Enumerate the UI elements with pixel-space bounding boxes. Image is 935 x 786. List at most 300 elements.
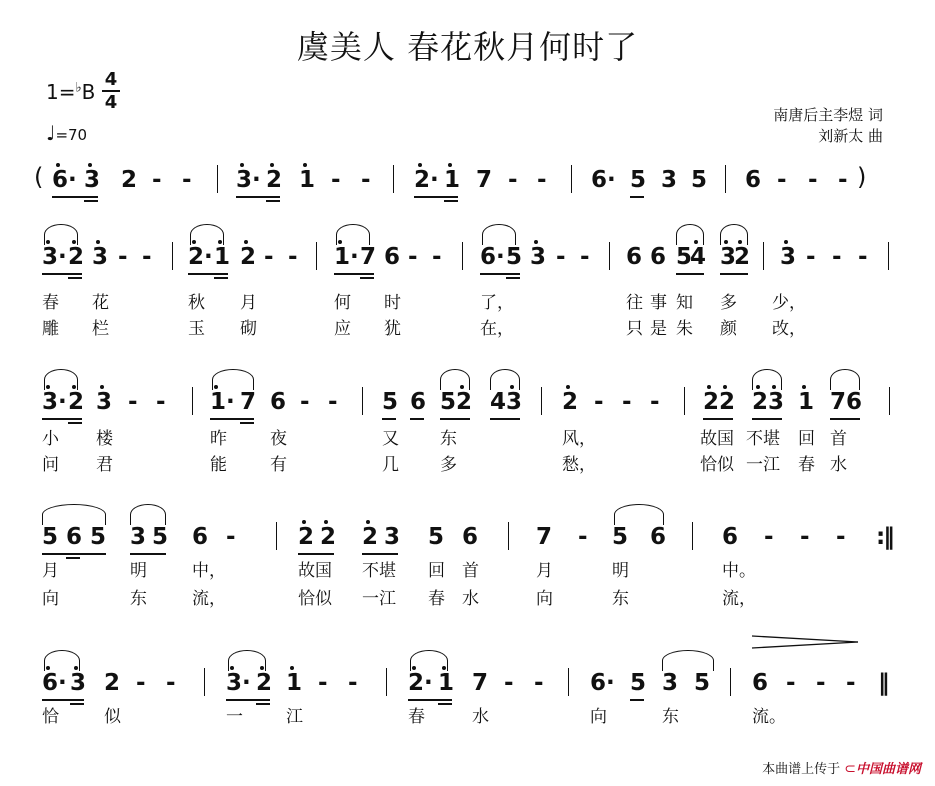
beam: [676, 273, 704, 275]
note: 2: [562, 389, 579, 415]
lyric: 不堪: [362, 561, 396, 581]
beam: [630, 196, 644, 198]
high-dot: [96, 240, 100, 244]
lyric: 春: [428, 589, 445, 609]
lyric: 流。: [752, 707, 786, 727]
beam: [266, 200, 280, 202]
high-dot: [100, 385, 104, 389]
slur: [130, 504, 166, 525]
beam: [438, 703, 452, 705]
slur: [212, 369, 254, 390]
high-dot: [270, 163, 274, 167]
beam: [130, 553, 166, 555]
note: 2: [719, 389, 736, 415]
staff-row-2: [0, 377, 935, 437]
barline: [172, 242, 173, 270]
note: 3: [92, 244, 109, 270]
note: -: [808, 167, 818, 193]
lyric: 中。: [722, 561, 756, 581]
note: -: [838, 167, 848, 193]
beam: [382, 418, 396, 420]
note: 6: [722, 524, 739, 550]
lyric: 恰似: [700, 455, 734, 475]
note: 5: [630, 670, 647, 696]
high-dot: [534, 240, 538, 244]
lyric: 春: [42, 293, 59, 313]
note: 2: [121, 167, 138, 193]
final-barline: ‖: [878, 670, 890, 696]
note: -: [800, 524, 810, 550]
lyric: 故国: [700, 429, 734, 449]
note: 1·: [334, 244, 359, 270]
lyric: 回: [428, 561, 445, 581]
high-dot: [723, 385, 727, 389]
high-dot: [772, 385, 776, 389]
note: -: [264, 244, 274, 270]
staff-row-intro: [0, 155, 935, 215]
slur: [614, 504, 664, 525]
time-signature: [102, 70, 120, 112]
note: 3: [720, 244, 737, 270]
note: 3: [780, 244, 797, 270]
note: 2: [734, 244, 751, 270]
barline: [508, 522, 509, 550]
beam: [214, 277, 228, 279]
note: 6: [66, 524, 83, 550]
beam: [210, 418, 254, 420]
beam: [630, 699, 644, 701]
lyric: 颜: [720, 319, 737, 339]
lyric: 向: [42, 589, 59, 609]
note: 5: [428, 524, 445, 550]
note: 2: [298, 524, 315, 550]
lyric: 多: [720, 293, 737, 313]
beam: [440, 418, 470, 420]
high-dot: [46, 385, 50, 389]
note: -: [578, 524, 588, 550]
key-signature: [46, 80, 95, 104]
barline: [204, 668, 205, 696]
lyric: 东: [130, 589, 147, 609]
decrescendo-hairpin: [750, 634, 862, 650]
beam: [70, 703, 84, 705]
high-dot: [74, 666, 78, 670]
lyric: 水: [830, 455, 847, 475]
note: 6·: [590, 670, 615, 696]
lyric: 向: [536, 589, 553, 609]
note: 6: [650, 244, 667, 270]
high-dot: [756, 385, 760, 389]
note: 6: [752, 670, 769, 696]
note: -: [152, 167, 162, 193]
barline: [462, 242, 463, 270]
lyric: 水: [462, 589, 479, 609]
beam: [414, 196, 458, 198]
beam: [408, 699, 452, 701]
lyric: 夜: [270, 429, 287, 449]
note: 3·: [226, 670, 251, 696]
barline: [276, 522, 277, 550]
lyric: 雕: [42, 319, 59, 339]
note: 2: [68, 244, 85, 270]
high-dot: [46, 666, 50, 670]
beam: [68, 422, 82, 424]
note: 3: [768, 389, 785, 415]
key-prefix: 1=: [46, 80, 76, 104]
lyric: 应: [334, 319, 351, 339]
high-dot: [218, 240, 222, 244]
lyric: 昨: [210, 429, 227, 449]
note: -: [836, 524, 846, 550]
note: 7: [472, 670, 489, 696]
close-paren: ): [857, 163, 867, 191]
barline: [571, 165, 572, 193]
slur: [662, 650, 714, 671]
high-dot: [324, 520, 328, 524]
lyric: 中，: [192, 561, 226, 581]
note: -: [118, 244, 128, 270]
note: 3: [662, 670, 679, 696]
note: 6: [650, 524, 667, 550]
lyric: 是: [650, 319, 667, 339]
note: 5: [42, 524, 59, 550]
note: -: [534, 670, 544, 696]
barline: [684, 387, 685, 415]
lyric: 月: [42, 561, 59, 581]
high-dot: [240, 163, 244, 167]
lyric: 栏: [92, 319, 109, 339]
footer-brand-link[interactable]: 中国曲谱网: [855, 762, 921, 777]
lyric: 愁，: [562, 455, 596, 475]
lyric: 风，: [562, 429, 596, 449]
high-dot: [418, 163, 422, 167]
barline: [217, 165, 218, 193]
lyric: 改，: [772, 319, 806, 339]
note: 6·: [52, 167, 77, 193]
note: -: [594, 389, 604, 415]
slur: [490, 369, 520, 390]
barline: [316, 242, 317, 270]
lyric: 恰似: [298, 589, 332, 609]
tempo-value: =70: [55, 126, 88, 144]
lyric: 时: [384, 293, 401, 313]
lyric: 何: [334, 293, 351, 313]
beam: [256, 703, 270, 705]
note: -: [288, 244, 298, 270]
slur: [42, 504, 106, 525]
lyric: 事: [650, 293, 667, 313]
note: 1: [444, 167, 461, 193]
lyric: 明: [130, 561, 147, 581]
note: -: [650, 389, 660, 415]
lyric: 东: [662, 707, 679, 727]
note: -: [537, 167, 547, 193]
note: 3·: [42, 244, 67, 270]
note: -: [858, 244, 868, 270]
lyric: 少，: [772, 293, 806, 313]
lyric: 能: [210, 455, 227, 475]
beam: [52, 196, 98, 198]
barline: [568, 668, 569, 696]
lyric: 犹: [384, 319, 401, 339]
high-dot: [290, 666, 294, 670]
lyric: 春: [408, 707, 425, 727]
note: 3: [661, 167, 678, 193]
slur: [440, 369, 470, 390]
note: -: [777, 167, 787, 193]
note: 6: [192, 524, 209, 550]
note: -: [348, 670, 358, 696]
high-dot: [802, 385, 806, 389]
note: 2: [104, 670, 121, 696]
lyric: 东: [612, 589, 629, 609]
note: 2: [256, 670, 273, 696]
note: -: [156, 389, 166, 415]
note: 2: [68, 389, 85, 415]
note: 3: [384, 524, 401, 550]
high-dot: [338, 240, 342, 244]
beam: [720, 273, 748, 275]
lyric: 问: [42, 455, 59, 475]
note: 1: [299, 167, 316, 193]
note: -: [361, 167, 371, 193]
note: -: [331, 167, 341, 193]
note: 2·: [414, 167, 439, 193]
beam: [298, 553, 334, 555]
note: -: [408, 244, 418, 270]
beam: [68, 277, 82, 279]
note: 2: [752, 389, 769, 415]
lyric: 又: [382, 429, 399, 449]
note: 2·: [188, 244, 213, 270]
beam: [334, 273, 374, 275]
note: -: [142, 244, 152, 270]
note: -: [136, 670, 146, 696]
note: 3: [130, 524, 147, 550]
beam: [42, 273, 82, 275]
lyric: 只: [626, 319, 643, 339]
beam: [506, 277, 520, 279]
high-dot: [88, 163, 92, 167]
lyricist-credit: 南唐后主李煜 词: [773, 106, 883, 124]
lyric: 玉: [188, 319, 205, 339]
barline: [541, 387, 542, 415]
beam: [410, 418, 424, 420]
beam: [42, 553, 106, 555]
high-dot: [214, 385, 218, 389]
high-dot: [72, 385, 76, 389]
high-dot: [448, 163, 452, 167]
footer-credit: [762, 758, 921, 777]
note: 7: [240, 389, 257, 415]
note: 3: [96, 389, 113, 415]
lyric: 首: [462, 561, 479, 581]
note: 7: [476, 167, 493, 193]
open-paren: (: [34, 163, 44, 191]
lyric: 在，: [480, 319, 514, 339]
beam: [236, 196, 280, 198]
beam: [240, 422, 254, 424]
lyric: 月: [240, 293, 257, 313]
beam: [188, 273, 228, 275]
note: 3: [506, 389, 523, 415]
lyric: 君: [96, 455, 113, 475]
note: -: [580, 244, 590, 270]
note: 3: [84, 167, 101, 193]
lyric: 不堪: [746, 429, 780, 449]
flat-sign: ♭: [75, 80, 82, 96]
note: -: [832, 244, 842, 270]
lyric: 楼: [96, 429, 113, 449]
beam: [490, 418, 520, 420]
high-dot: [230, 666, 234, 670]
barline: [386, 668, 387, 696]
lyric: 故国: [298, 561, 332, 581]
lyric: 江: [286, 707, 303, 727]
beam: [703, 418, 733, 420]
beam: [830, 418, 860, 420]
note: 6·: [591, 167, 616, 193]
note: -: [226, 524, 236, 550]
note: 2: [703, 389, 720, 415]
note: 5: [440, 389, 457, 415]
beam: [42, 699, 84, 701]
lyric: 恰: [42, 707, 59, 727]
lyric: 往: [626, 293, 643, 313]
barline: [692, 522, 693, 550]
repeat-end-barline: :‖: [876, 524, 893, 550]
note: 6: [462, 524, 479, 550]
note: -: [328, 389, 338, 415]
note: 7: [360, 244, 377, 270]
lyric: 小: [42, 429, 59, 449]
barline: [393, 165, 394, 193]
note: 1: [798, 389, 815, 415]
lyric: 有: [270, 455, 287, 475]
slur: [482, 224, 516, 245]
high-dot: [724, 240, 728, 244]
note: 7: [830, 389, 847, 415]
lyric: 了，: [480, 293, 514, 313]
slur: [676, 224, 704, 245]
lyric: 首: [830, 429, 847, 449]
high-dot: [784, 240, 788, 244]
note: 4: [690, 244, 707, 270]
note: -: [318, 670, 328, 696]
high-dot: [442, 666, 446, 670]
lyric: 水: [472, 707, 489, 727]
high-dot: [460, 385, 464, 389]
note: -: [504, 670, 514, 696]
slur: [830, 369, 860, 390]
note: 3: [70, 670, 87, 696]
barline: [730, 668, 731, 696]
tempo-mark: [46, 121, 87, 145]
note: 5: [152, 524, 169, 550]
note: -: [508, 167, 518, 193]
note: 7: [536, 524, 553, 550]
lyric: 月: [536, 561, 553, 581]
lyric: 东: [440, 429, 457, 449]
note: -: [182, 167, 192, 193]
staff-row-4: [0, 658, 935, 718]
lyric: 流，: [722, 589, 756, 609]
note: -: [622, 389, 632, 415]
note: -: [556, 244, 566, 270]
high-dot: [510, 385, 514, 389]
lyric: 回: [798, 429, 815, 449]
note: 6: [626, 244, 643, 270]
note: 6: [270, 389, 287, 415]
note: -: [128, 389, 138, 415]
note: -: [806, 244, 816, 270]
note: 5: [676, 244, 693, 270]
high-dot: [302, 520, 306, 524]
note: 5: [694, 670, 711, 696]
note: 2: [362, 524, 379, 550]
note: 2: [320, 524, 337, 550]
lyric: 一: [226, 707, 243, 727]
beam: [480, 273, 520, 275]
quarter-note-icon: ♩: [46, 121, 56, 145]
time-numerator: 4: [104, 69, 118, 90]
lyric: 似: [104, 707, 121, 727]
note: 2: [456, 389, 473, 415]
beam: [66, 557, 80, 559]
note: 6·: [480, 244, 505, 270]
lyric: 多: [440, 455, 457, 475]
note: 1: [438, 670, 455, 696]
composer-credit: 刘新太 曲: [818, 127, 883, 145]
note: -: [764, 524, 774, 550]
note: 6: [846, 389, 863, 415]
note: 5: [90, 524, 107, 550]
note: 5: [691, 167, 708, 193]
beam: [444, 200, 458, 202]
note: 1·: [210, 389, 235, 415]
note: 5: [612, 524, 629, 550]
high-dot: [694, 240, 698, 244]
beam: [360, 277, 374, 279]
note: -: [432, 244, 442, 270]
lyric: 明: [612, 561, 629, 581]
barline: [362, 387, 363, 415]
lyric: 向: [590, 707, 607, 727]
lyric: 流，: [192, 589, 226, 609]
lyric: 朱: [676, 319, 693, 339]
note: 6: [410, 389, 427, 415]
score-title: 虞美人 春花秋月何时了: [296, 28, 639, 66]
high-dot: [260, 666, 264, 670]
barline: [888, 242, 889, 270]
barline: [725, 165, 726, 193]
note: -: [846, 670, 856, 696]
note: 6·: [42, 670, 67, 696]
note: 3·: [236, 167, 261, 193]
note: -: [166, 670, 176, 696]
high-dot: [72, 240, 76, 244]
lyric: 一江: [746, 455, 780, 475]
high-dot: [303, 163, 307, 167]
time-denominator: 4: [104, 92, 118, 113]
barline: [889, 387, 890, 415]
beam: [226, 699, 270, 701]
staff-row-1: [0, 232, 935, 292]
note: -: [300, 389, 310, 415]
high-dot: [192, 240, 196, 244]
key-note: B: [81, 80, 96, 104]
high-dot: [738, 240, 742, 244]
